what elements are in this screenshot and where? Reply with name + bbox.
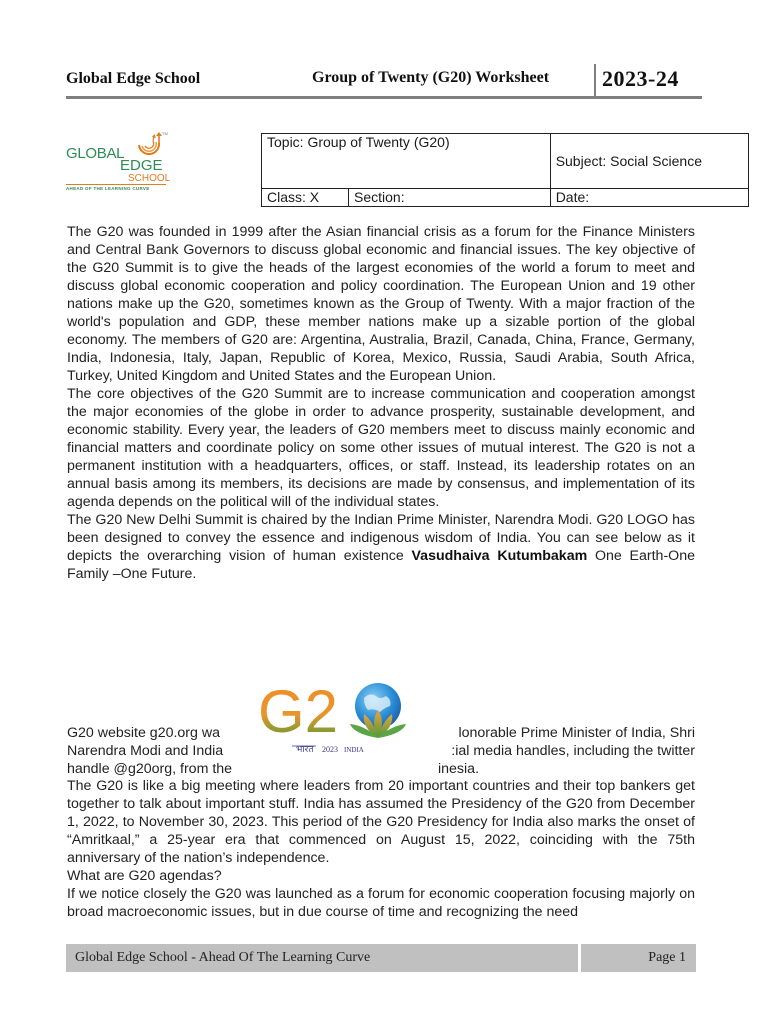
info-row-topic (262, 134, 749, 189)
g20-caption-year: 2023 (322, 745, 338, 754)
swirl-arrow-icon (136, 131, 164, 157)
website-line-1-left: G20 website g20.org wa (67, 725, 221, 741)
body-text-lower (67, 777, 695, 921)
header-academic-year: 2023-24 (602, 66, 679, 91)
paragraph-agendas: If we notice closely the G20 was launched as a forum for economic cooperation focusing majorly on broad macroeconomic issues, but in due course of time and recognizing the need (67, 886, 695, 920)
website-line-2-right: :ial media handles, including the twitter (451, 743, 695, 759)
section-cell: Section: (349, 189, 551, 207)
g20-logo-graphic (246, 660, 424, 766)
logo-text-edge: EDGE (120, 157, 163, 174)
g20-india-logo (246, 660, 424, 766)
page-header (66, 66, 702, 99)
logo-text-school: SCHOOL (128, 173, 171, 184)
paragraph-presidency: The G20 is like a big meeting where leaders from 20 important countries and their top bankers get together to talk about important stuff. India has assumed the Presidency of the G20 from December 1, 2022, to November 30, 2023. This period of the G20 Presidency for India also marks the onset of “Amritkaal,” a 25-year era that commenced on August 15, 2022, coinciding with the 75th anniversary of the nation’s independence. (67, 778, 695, 866)
one-earth-text: One Earth-One Family –One Future. (67, 548, 695, 582)
class-cell: Class: X (262, 189, 349, 207)
question-g20-agendas: What are G20 agendas? (67, 868, 222, 884)
header-worksheet-title: Group of Twenty (G20) Worksheet (312, 69, 550, 86)
vasudhaiva-kutumbakam: Vasudhaiva Kutumbakam (411, 548, 588, 564)
paragraph-objectives: The core objectives of the G20 Summit are to increase communication and cooperation amongst the major economies of the globe in order to advance prosperity, sustainable development, and economic stability. Every year, the leaders of G20 members meet to discuss mainly economic and financial matters and coordinate policy on some other issues of mutual interest. The G20 is not a permanent institution with a headquarters, offices, or staff. Instead, its leadership rotates on an annual basis among its members, its decisions are made by consensus, and implementation of its agenda depends on the political will of the individual states. (67, 386, 695, 510)
footer-school-tagline-cell (66, 944, 578, 972)
page-number: Page 1 (648, 950, 686, 965)
paragraph-new-delhi-summit (67, 511, 695, 583)
logo-rule (66, 184, 166, 185)
website-line-2-left: Narendra Modi and India (67, 743, 224, 759)
paragraph-founding: The G20 was founded in 1999 after the Asian financial crisis as a forum for the Finance Ministers and Central Bank Governors to discuss global economic and financial issues. The key objective of the G20 Summit is to give the heads of the largest economies of the world a forum to meet and discuss global economic cooperation and policy coordination. The European Union and 19 other nations make up the G20, sometimes known as the Group of Twenty. With a major fraction of the world's population and GDP, these member nations make up a sizable portion of the global economy. The members of G20 are: Argentina, Australia, Brazil, Canada, China, France, Germany, India, Indonesia, Italy, Japan, Republic of Korea, Mexico, Russia, Saudi Arabia, South Africa, Turkey, United Kingdom and United States and the European Union. (67, 224, 695, 384)
page-footer (66, 944, 696, 972)
subject-cell: Subject: Social Science (550, 134, 748, 189)
website-line-3-left: handle @g20org, from the (67, 761, 233, 777)
logo-tagline: AHEAD OF THE LEARNING CURVE (66, 186, 150, 191)
summit-text: The G20 New Delhi Summit is chaired by the Indian Prime Minister, Narendra Modi. G20 LOGO has been designed to convey the essence and indigenous wisdom of India. You can see below as it depicts the overarching vision of human existence (67, 512, 695, 564)
g20-caption-country: INDIA (344, 746, 364, 754)
date-cell: Date: (550, 189, 748, 207)
footer-tagline: Global Edge School - Ahead Of The Learning Curve (75, 950, 371, 965)
g20-mark-text: G2 (258, 678, 339, 745)
topic-cell: Topic: Group of Twenty (G20) (262, 134, 551, 189)
website-line-3-right: inesia. (438, 761, 480, 777)
trademark-mark: TM (162, 131, 168, 136)
header-school-name: Global Edge School (66, 70, 201, 87)
logo-text-global: GLOBAL (66, 145, 125, 162)
body-text-upper (67, 223, 695, 583)
g20-caption-hindi: भारत (296, 745, 314, 755)
school-logo (64, 131, 170, 195)
header-divider (594, 64, 596, 96)
worksheet-info-table (261, 133, 749, 207)
website-line-1-right: lonorable Prime Minister of India, Shri (458, 725, 695, 741)
footer-page-cell (581, 944, 696, 972)
info-row-class (262, 189, 749, 207)
